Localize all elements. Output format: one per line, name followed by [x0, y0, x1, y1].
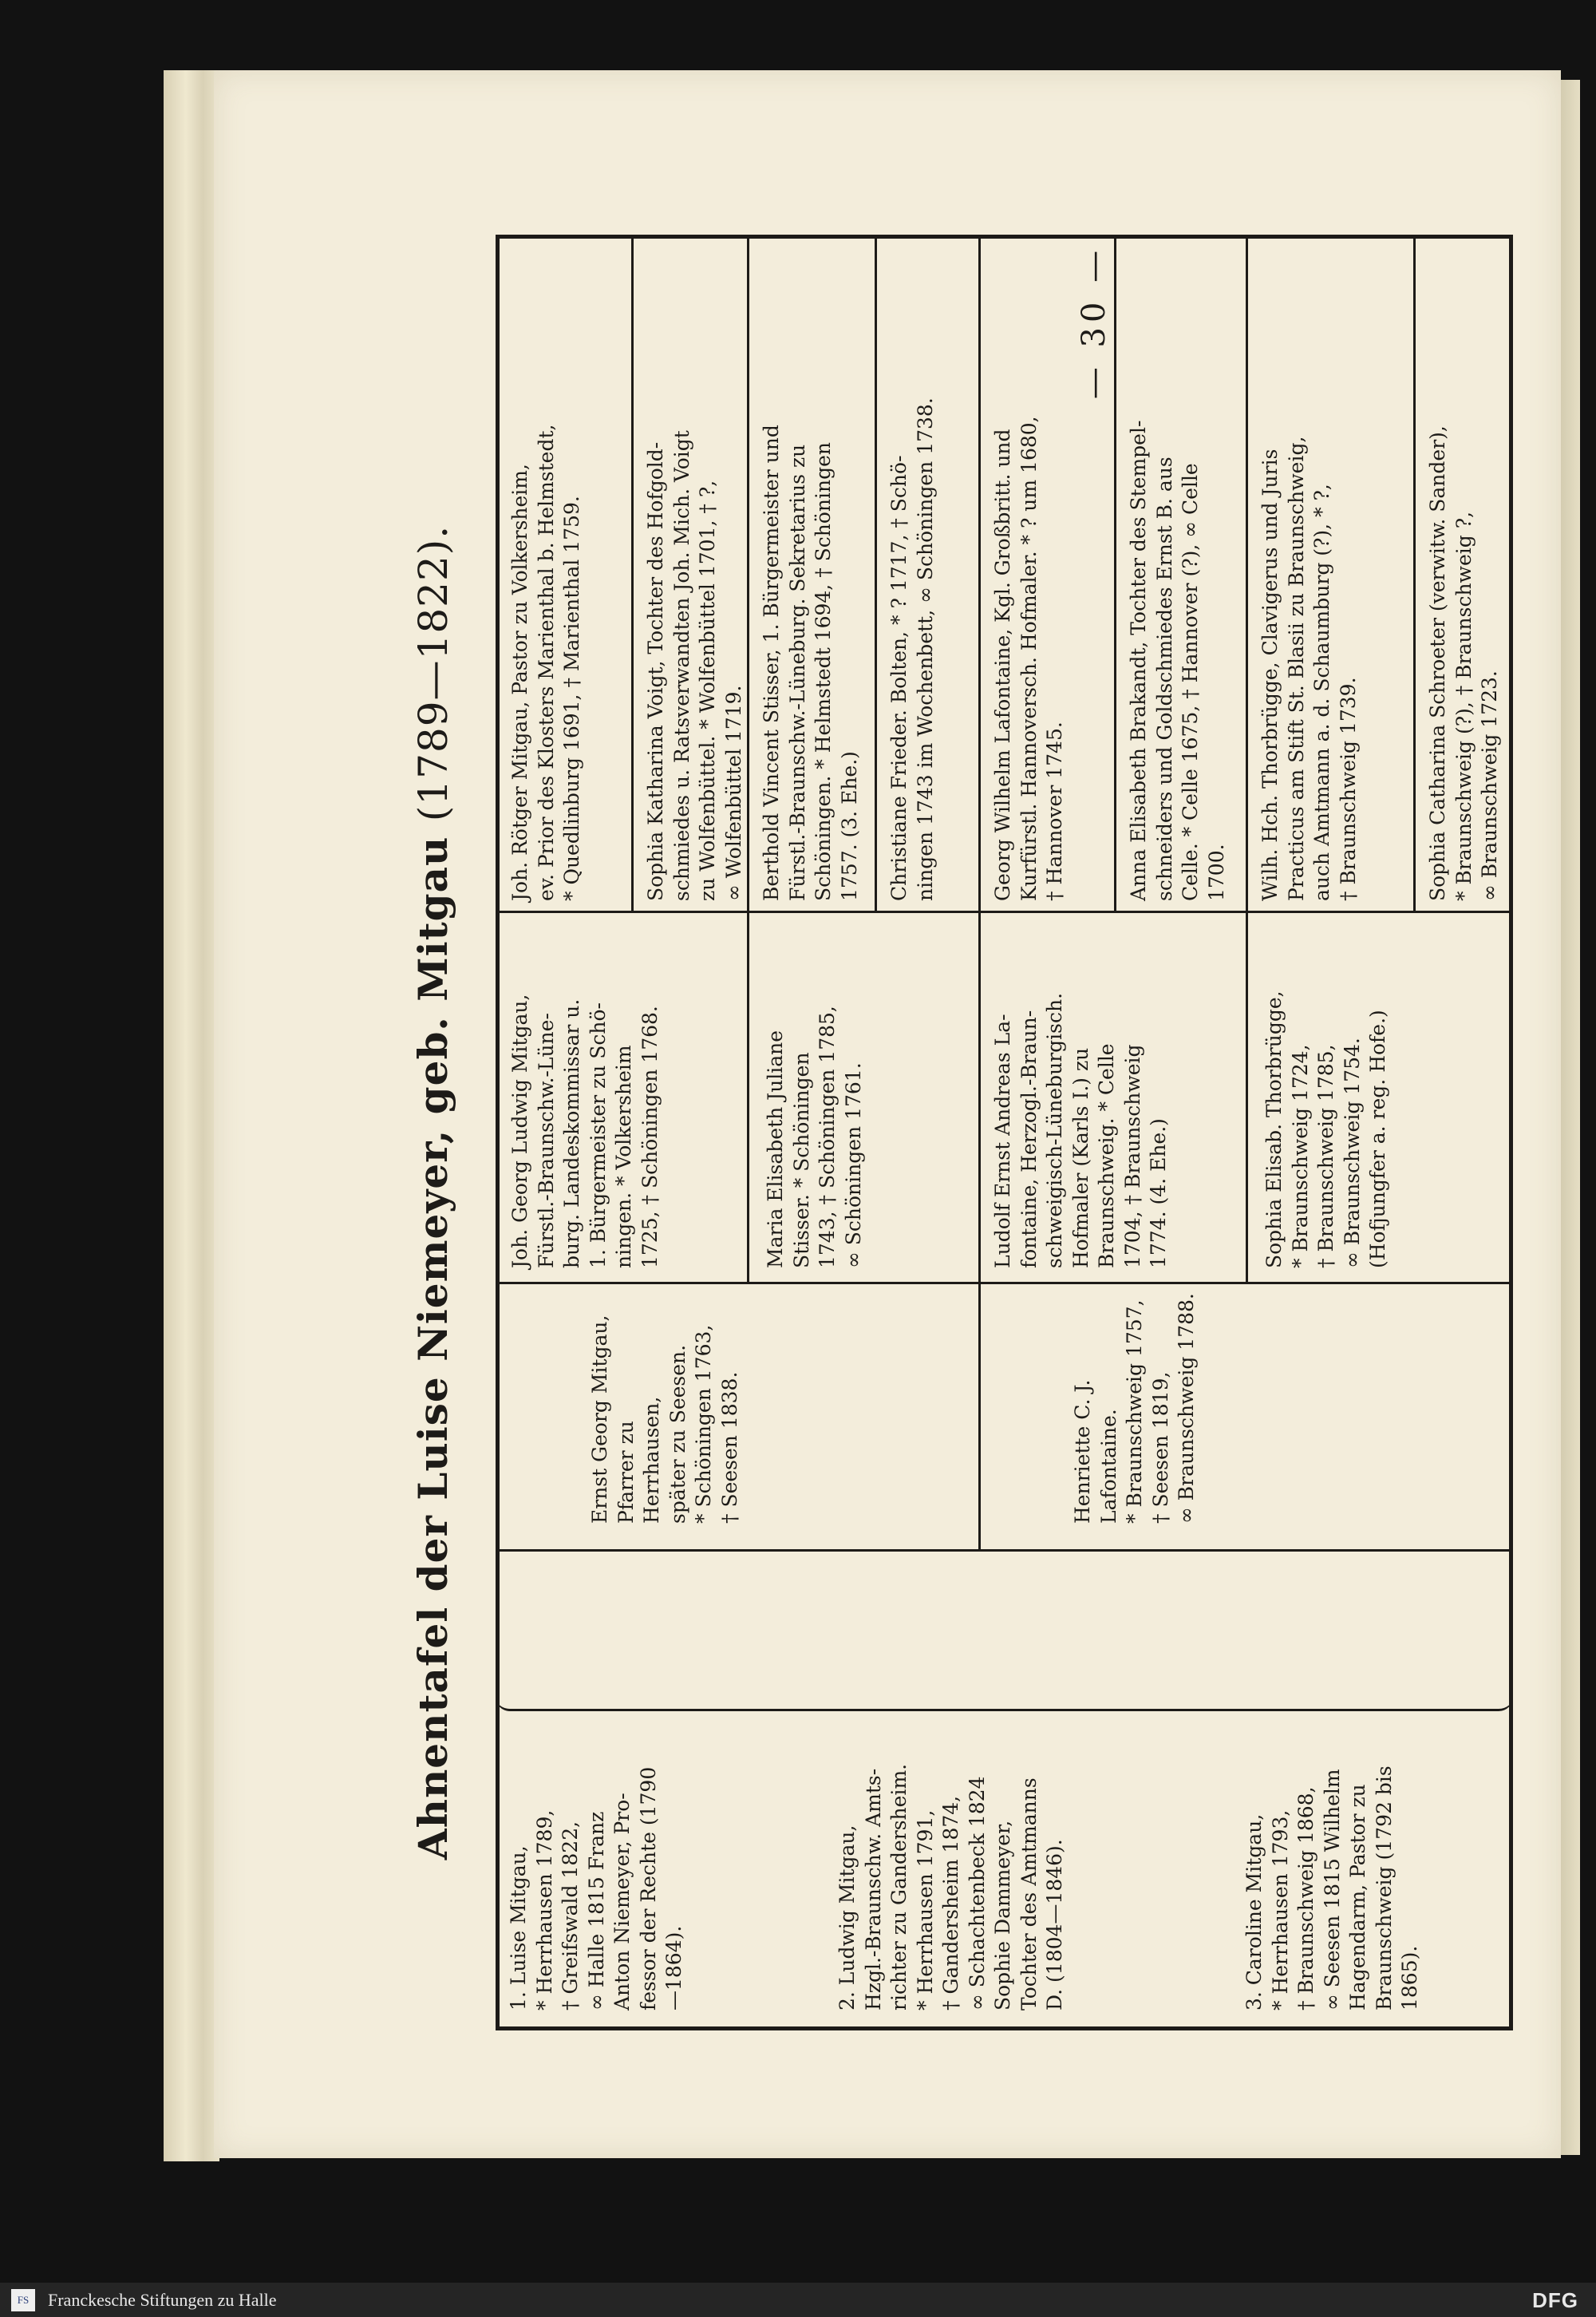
great-grandparent-mmm: Sophia Catharina Schroeter (verwitw. Sander), * Braunschweig (?), † Braunschweig ?, ∞ Braunschweig 1723.	[1426, 425, 1501, 901]
grandmother-paternal: Maria Elisabeth Juliane Stisser. * Schöningen 1743, † Schöningen 1785, ∞ Schöningen 1761.	[764, 1006, 865, 1268]
child-3: 3. Caroline Mitgau, * Herrhausen 1793, † Braunschweig 1868, ∞ Seesen 1815 Wilhelm Hagendarm, Pastor zu Braunschweig (1792 bis 1865).	[1242, 1765, 1421, 2011]
children-brace	[496, 1697, 1513, 1711]
title-main: Ahnentafel der Luise Niemeyer, geb. Mitgau	[409, 836, 456, 1860]
child-2: 2. Ludwig Mitgau, Hzgl.-Braunschw. Amts- richter zu Gandersheim. * Herrhausen 1791, † Gandersheim 1874, ∞ Schachtenbeck 1824 Sophie Dammeyer, Tochter des Amtmanns D. (1804—1846).	[836, 1763, 1066, 2011]
mother: Henriette C. J. Lafontaine. * Braunschweig 1757, † Seesen 1819, ∞ Braunschweig 1788.	[1071, 1293, 1198, 1524]
divider-eighth-2	[875, 239, 877, 913]
divider-grandparents	[500, 1282, 1509, 1284]
viewer-footer	[0, 2283, 1596, 2317]
great-grandparent-mmf: Wilh. Hch. Thorbrügge, Clavigerus und Juris Practicus am Stift St. Blasii zu Braunschweig, auch Amtmann a. d. Schaumburg (?), * ?, † Braunschweig 1739.	[1258, 436, 1360, 901]
great-grandparent-mfm: Anna Elisabeth Brakandt, Tochter des Stempel- schneiders und Goldschmiedes Ernst B. aus Celle. * Celle 1675, † Hannover (?), ∞ Celle 1700.	[1127, 420, 1228, 901]
book-page	[214, 70, 1561, 2158]
rotated-page-content	[214, 70, 1561, 2158]
divider-eighth-4	[1413, 239, 1416, 913]
grandmother-maternal: Sophia Elisab. Thorbrügge, * Braunschweig 1724, † Braunschweig 1785, ∞ Braunschweig 1754. (Hofjungfer a. reg. Hofe.)	[1262, 990, 1389, 1268]
ancestor-table	[496, 235, 1513, 2030]
divider-quarter-2	[1246, 239, 1248, 1284]
page-number: — 30 —	[1076, 245, 1112, 400]
great-grandparent-ffm: Sophia Katharina Voigt, Tochter des Hofgold- schmiedes u. Ratsverwandten Joh. Mich. Voigt zu Wolfenbüttel. * Wolfenbüttel 1701, † ?, ∞ Wolfenbüttel 1719.	[644, 430, 745, 901]
dfg-logo: DFG	[1532, 2288, 1578, 2312]
divider-half	[978, 239, 981, 1552]
divider-great-grandparents	[500, 911, 1509, 913]
title-years: (1789—1822).	[410, 524, 456, 822]
great-grandparent-fff: Joh. Rötger Mitgau, Pastor zu Volkersheim, ev. Prior des Klosters Marienthal b. Helmstedt, * Quedlinburg 1691, † Marienthal 1759.	[508, 424, 583, 901]
divider-eighth-1	[631, 239, 634, 913]
grandfather-paternal: Joh. Georg Ludwig Mitgau, Fürstl.-Braunschw.-Lüne- burg. Landeskommissar u. 1. Bürgermeister zu Schö- ningen. * Volkersheim 1725, † Schöningen 1768.	[508, 994, 662, 1268]
great-grandparent-mff: Georg Wilhelm Lafontaine, Kgl. Großbritt. und Kurfürstl. Hannoversch. Hofmaler. * ? um 1680, † Hannover 1745.	[991, 416, 1066, 901]
child-1: 1. Luise Mitgau, * Herrhausen 1789, † Greifswald 1822, ∞ Halle 1815 Franz Anton Niemeyer, Pro- fessor der Rechte (1790 —1864).	[507, 1766, 685, 2011]
grandfather-maternal: Ludolf Ernst Andreas La- fontaine, Herzogl.-Braun- schweigisch-Lüneburgisch. Hofmaler (Karls I.) zu Braunschweig. * Celle 1704, † Braunschweig 1774. (4. Ehe.)	[991, 992, 1170, 1268]
page-title	[409, 394, 456, 1991]
institution-name: Franckesche Stiftungen zu Halle	[48, 2290, 277, 2310]
great-grandparent-fmf: Berthold Vincent Stisser, 1. Bürgermeister und Fürstl.-Braunschw.-Lüneburg. Sekretarius zu Schöningen. * Helmstedt 1694, † Schöningen 1757. (3. Ehe.)	[760, 425, 861, 901]
divider-quarter-1	[747, 239, 749, 1284]
father: Ernst Georg Mitgau, Pfarrer zu Herrhausen, später zu Seesen. * Schöningen 1763, † Seesen 1838.	[588, 1315, 741, 1524]
great-grandparent-fmm: Christiane Frieder. Bolten, * ? 1717, † Schö- ningen 1743 im Wochenbett, ∞ Schöningen 1738.	[887, 397, 937, 901]
institution-logo-icon: FS	[11, 2289, 35, 2311]
page-edges-left	[164, 70, 219, 2161]
divider-eighth-3	[1114, 239, 1116, 913]
divider-parents	[500, 1549, 1509, 1552]
